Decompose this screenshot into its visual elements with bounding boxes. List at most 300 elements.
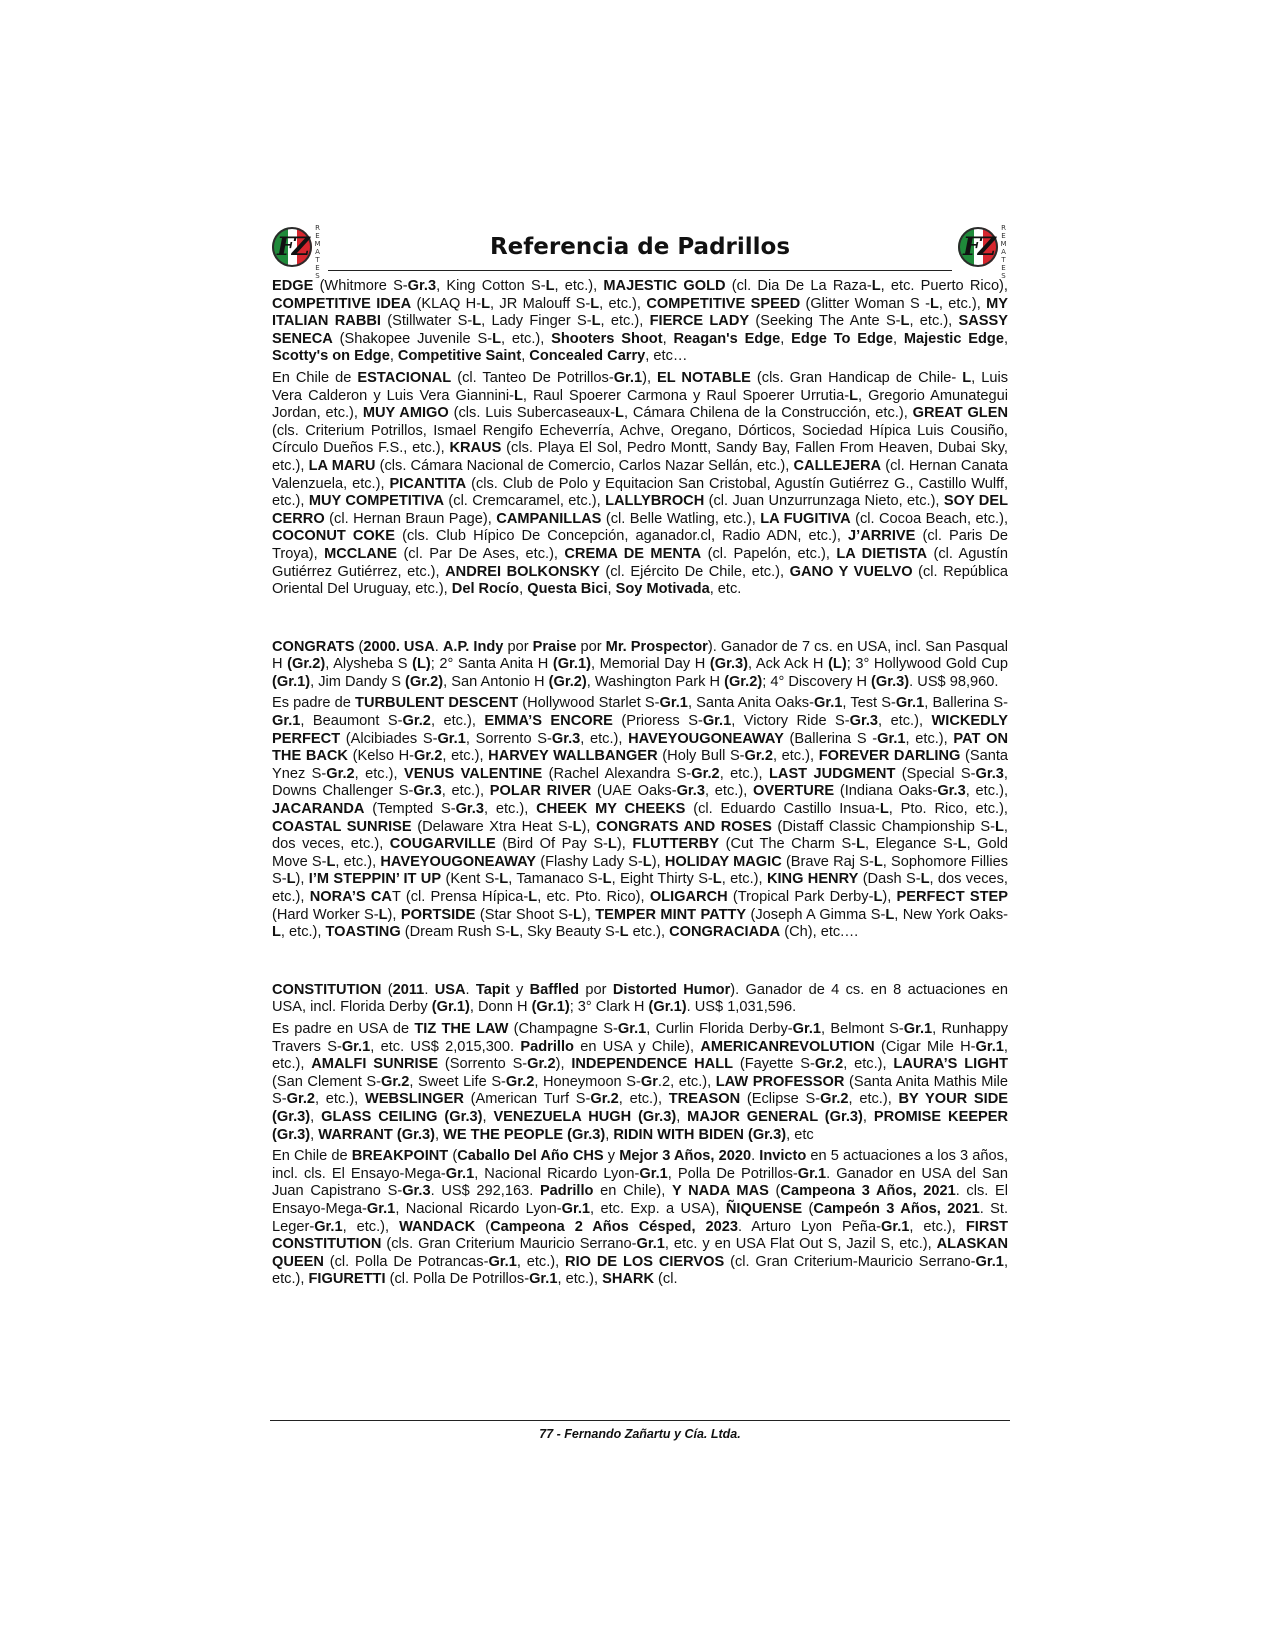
bold-text: Gr.1 [445,1165,475,1182]
text-run: , [1003,330,1009,347]
bold-text: TREASON [668,1091,741,1108]
text-run: , etc.), [483,801,537,818]
text-run: (cl. Polla De Potrancas- [323,1253,489,1270]
text-run: , etc.), [442,748,489,765]
text-run: , etc. y en USA Flat Out S, Jazil S, etc.), [664,1236,937,1253]
text-run: , Honeymoon S- [534,1073,641,1090]
bold-text: WEBSLINGER [364,1091,464,1108]
text-run: ( [768,1183,781,1200]
text-run: (cl. República Oriental Del Uruguay, etc.), [272,563,1009,598]
text-run: (Ballerina S - [783,730,878,747]
text-run: , etc.), [704,783,754,800]
bold-text: Gr.2 [414,748,443,765]
bold-text: L [929,295,939,312]
bold-text: Gr.1 [702,713,732,730]
bold-text: TURBULENT DESCENT [355,695,519,712]
bold-text: L [615,405,624,422]
bold-text: PROMISE KEEPER (Gr.3) [272,1108,1009,1143]
text-run: (cl. Ejército De Chile, etc.), [599,563,790,580]
page-footer [270,1420,1010,1441]
bold-text: PICANTITA [389,475,467,492]
bold-text: L [873,889,883,905]
text-run: . Arturo Lyon Peña- [737,1218,881,1235]
paragraph [272,695,1008,941]
text-run: . St. Leger- [272,1200,1009,1235]
text-run: (Glitter Woman S - [800,295,930,312]
paragraph [272,982,1008,1017]
bold-text: Praise [532,638,577,655]
page-title: Referencia de Padrillos [489,234,791,260]
text-run: , Polla De Potrillos- [667,1165,798,1182]
bold-text: Gr.2 [286,1091,315,1108]
text-run: (cl. Paris De Troya), [272,528,1008,562]
bold-text: FLUTTERBY [632,836,720,853]
bold-text: L [957,836,967,853]
sire-references-body [272,278,1008,1289]
text-run: , Gregorio Amunategui Jordan, etc.), [272,387,1008,422]
bold-text: L [602,871,612,888]
text-run: (cls. Gran Criterium Mauricio Serrano- [381,1236,637,1253]
text-run: , [607,581,616,598]
bold-text: Scotty's on Edge [272,348,390,365]
bold-text: COMPETITIVE SPEED [646,295,801,312]
text-run: ). Ganador de 7 cs. en USA, incl. San Pasqual H [272,638,1008,673]
bold-text: (Gr.1) [531,999,570,1016]
text-run: , etc.), [909,1218,966,1235]
bold-text: Gr.1 [488,1253,517,1270]
bold-text: L [849,387,858,404]
bold-text: Mr. Prospector [605,638,708,655]
bold-text: Gr.3 [402,1183,431,1200]
bold-text: Caballo Del Año CHS [457,1148,604,1165]
text-run: , Sky Beauty S- [519,924,620,941]
bold-text: L [481,295,491,312]
text-run: , etc.), [848,1091,899,1108]
bold-text: (Gr.3) [709,656,749,673]
text-run: , [310,1108,322,1125]
bold-text: L [900,313,910,330]
bold-text: SOY DEL CERRO [272,493,1008,527]
text-run: (Star Shoot S- [475,906,573,923]
bold-text: LAW PROFESSOR [715,1073,845,1090]
bold-text: (Gr.2) [287,656,326,673]
bold-text: CREMA DE MENTA [564,545,702,562]
text-run: , [434,1126,444,1143]
text-run: ( [354,638,364,655]
text-run: , [892,330,904,347]
bold-text: Gr.1 [437,730,466,747]
bold-text: PERFECT STEP [896,889,1009,905]
bold-text: Gr.3 [551,730,581,747]
bold-text: CONGRATS AND ROSES [596,818,772,835]
text-run: , Belmont S- [821,1020,904,1037]
text-run: , Ack Ack H [748,656,829,673]
text-run: , San Antonio H [443,673,549,690]
bold-text: Gr.2 [527,1056,556,1073]
text-run: (cl. [653,1271,678,1288]
bold-text: L [510,924,520,941]
text-run: , Memorial Day H [590,656,710,673]
text-run: (Rachel Alexandra S- [542,765,692,782]
bold-text: Gr.3 [455,801,484,818]
bold-text: L [879,801,889,818]
bold-text: L [499,871,509,888]
paragraph [272,1021,1008,1144]
bold-text: (Gr.1) [272,673,311,690]
bold-text: L [326,853,336,870]
text-run: ; 4° Discovery H [762,673,872,690]
text-run: (Distaff Classic Championship S- [771,818,995,835]
text-run: , Raul Spoerer Carmona y Raul Spoerer Urrutia- [522,387,850,404]
bold-text: PAT ON THE BACK [272,730,1008,765]
bold-text: HAVEYOUGONEAWAY [628,730,784,747]
bold-text: L [591,313,601,330]
remates-logo-right [958,224,1008,280]
bold-text: ANDREI BOLKONSKY [445,563,600,580]
bold-text: I’M STEPPIN’ IT UP [308,871,442,888]
text-run: (Joseph A Gimma S- [746,906,886,923]
bold-text: Concealed Carry [529,348,646,365]
text-run: , etc.), [965,783,1008,800]
bold-text: Padrillo [539,1183,594,1200]
bold-text: BREAKPOINT [351,1148,449,1165]
bold-text: L [873,853,883,870]
text-run: , etc.), [516,1253,566,1270]
bold-text: Competitive Saint [397,348,522,365]
paragraph [272,370,1008,599]
bold-text: L [871,278,881,294]
bold-text: CONSTITUTION [272,981,382,998]
bold-text: MUY COMPETITIVA [308,493,445,510]
text-run: , etc.), [430,713,485,730]
bold-text: WANDACK [399,1218,476,1235]
text-run: (cl. Hernan Braun Page), [324,510,497,527]
text-run: . [465,981,476,998]
bold-text: L [590,295,600,312]
text-run: En Chile de [272,369,358,386]
text-run: (Prioress S- [612,713,703,730]
text-run: (Stillwater S- [380,313,473,330]
text-run: , etc.), [280,924,326,941]
text-run: (Cut The Charm S- [719,836,857,853]
bold-text: (Gr.2) [724,673,763,690]
bold-text: Gr.1 [880,1218,910,1235]
bold-text: NORA’S CA [309,889,392,905]
text-run: , etc.), [599,295,647,312]
footer-rule [270,1420,1010,1421]
text-run: .2, etc.), [657,1073,716,1090]
text-run: , etc.), [721,871,767,888]
text-run: , etc.), [938,295,987,312]
bold-text: ÑIQUENSE [725,1200,803,1217]
text-run: , etc.), [878,713,932,730]
bold-text: L [856,836,866,853]
bold-text: L [286,871,296,888]
bold-text: Gr.1 [561,1200,591,1217]
page-header [272,222,1008,278]
bold-text: WE THE PEOPLE (Gr.3) [443,1126,606,1143]
bold-text: Padrillo [520,1038,574,1055]
bold-text: Gr.1 [617,1020,647,1037]
bold-text: MCCLANE [324,545,398,562]
bold-text: Gr.1 [792,1020,822,1037]
text-run: (cls. Club de Polo y Equitacion San Cristobal, Agustín Gutiérrez G., Castillo Wulff, etc.), [272,475,1008,510]
bold-text: Campeona 3 Años, 2021 [780,1183,956,1200]
footer-text: 77 - Fernando Zañartu y Cía. Ltda. [539,1427,741,1441]
text-run: (Special S- [895,765,976,782]
bold-text: L [272,924,281,941]
text-run: , Cámara Chilena de la Construcción, etc.), [623,405,913,422]
text-run: , [862,1108,874,1125]
text-run: (cl. Hernan Canata Valenzuela, etc.), [272,457,1008,492]
bold-text: ESTACIONAL [357,369,452,386]
text-run: (Shakopee Juvenile S- [332,330,493,347]
text-run: (Indiana Oaks- [834,783,938,800]
text-run: , [521,348,530,365]
bold-text: FOREVER DARLING [818,748,961,765]
bold-text: L [378,906,388,923]
text-run: , etc. US$ 2,015,300. [370,1038,521,1055]
bold-text: Gr.1 [659,695,688,712]
text-run: (UAE Oaks- [591,783,677,800]
bold-text: Gr.1 [636,1236,665,1253]
text-run: , Jim Dandy S [310,673,406,690]
text-run: (cls. Luis Subercaseaux- [448,405,616,422]
text-run: (Cigar Mile H- [874,1038,976,1055]
text-run: ; 3° Hollywood Gold Cup [846,656,1009,673]
text-run: (cls. Cámara Nacional de Comercio, Carlos Nazar Sellán, etc.), [375,457,794,474]
bold-text: CONGRACIADA [669,924,781,941]
text-run: , Victory Ride S- [731,713,850,730]
bold-text: L [492,330,501,347]
text-run: , Washington Park H [586,673,725,690]
bold-text: EL NOTABLE [657,369,751,386]
bold-text: L [528,889,538,905]
bold-text: 2011 [392,981,425,998]
bold-text: Baffled [529,981,580,998]
text-run: , [310,1126,319,1143]
bold-text: Gr.3 [407,278,437,294]
text-run: , Nacional Ricardo Lyon- [474,1165,640,1182]
bold-text: USA [434,981,466,998]
bold-text: HAVEYOUGONEAWAY [380,853,537,870]
bold-text: TIZ THE LAW [414,1020,509,1037]
text-run: por [579,981,613,998]
text-run: en USA y Chile), [573,1038,701,1055]
text-run: , Sorrento S- [465,730,552,747]
text-run: ), [581,906,596,923]
bold-text: Gr.3 [975,765,1004,782]
bold-text: Campeón 3 Años, 2021 [813,1200,980,1217]
text-run: (Fayette S- [733,1056,815,1073]
bold-text: L [513,387,523,404]
bold-text: Shooters Shoot [551,330,663,347]
bold-text: Gr.3 [849,713,879,730]
bold-text: Gr.2 [402,713,431,730]
text-run: (Brave Raj S- [781,853,874,870]
text-run: (cl. Dia De La Raza- [725,278,872,294]
paragraph [272,1148,1008,1289]
text-run: (Sorrento S- [438,1056,528,1073]
text-run: , etc.), [905,730,954,747]
bold-text: Edge To Edge [791,330,893,347]
text-run: , Gold Move S- [272,836,1008,870]
text-run: (Hard Worker S- [272,906,379,923]
bold-text: Gr.1 [813,695,843,712]
bold-text: OVERTURE [753,783,835,800]
text-run: Es padre de [272,695,356,712]
text-run: (Eclipse S- [740,1091,821,1108]
bold-text: PORTSIDE [400,906,476,923]
text-run: Es padre en USA de [272,1020,415,1037]
bold-text: LALLYBROCH [605,493,705,510]
bold-text: Gr.1 [366,1200,396,1217]
bold-text: VENEZUELA HUGH (Gr.3) [493,1108,677,1125]
bold-text: TOASTING [325,924,401,941]
bold-text: COMPETITIVE IDEA [272,295,412,312]
text-run: , [482,1108,494,1125]
bold-text: L [572,906,582,923]
text-run: , Eight Thirty S- [611,871,713,888]
text-run: , Ballerina S- [924,695,1008,712]
text-run: . US$ 292,163. [430,1183,540,1200]
text-run: (cl. Gran Criterium-Mauricio Serrano- [724,1253,976,1270]
text-run: , Test S- [842,695,896,712]
bold-text: Campeona 2 Años Césped, 2023 [490,1218,738,1235]
text-run: , etc.), [272,1253,1008,1288]
text-run: , etc. Pto. Rico), [537,889,650,905]
bold-text: BY YOUR SIDE (Gr.3) [272,1091,1008,1125]
text-run: (cl. Juan Unzurrunzaga Nieto, etc.), [704,493,944,510]
bold-text: MUY AMIGO [362,405,449,422]
text-run: , etc. [709,581,742,598]
bold-text: (L) [828,656,847,673]
paragraph [272,278,1008,366]
text-run: , Lady Finger S- [481,313,592,330]
text-run: ). Ganador de 4 cs. en 8 actuaciones en USA, incl. Florida Derby [272,981,1009,1016]
logo-side-label: R E M A T E S [1000,224,1007,280]
text-run: , Nacional Ricardo Lyon- [395,1200,562,1217]
text-run: , etc.), [554,278,604,294]
text-run: ), [387,906,401,923]
text-run: , Pto. Rico, etc.), [888,801,1008,818]
text-run: ; 2° Santa Anita H [430,656,553,673]
text-run: . [434,638,443,655]
text-run: (Ch), etc.… [780,924,859,941]
text-run: (cls. Playa El Sol, Pedro Montt, Sandy Bay, Fallen From Heaven, Dubai Sky, etc.), [272,440,1008,474]
text-run: (Whitmore S- [313,278,408,294]
bold-text: Gr.3 [413,783,442,800]
text-run: (American Turf S- [463,1091,591,1108]
bold-text: GLASS CEILING (Gr.3) [321,1108,483,1125]
text-run: , New York Oaks- [894,906,1008,923]
bold-text: TEMPER MINT PATTY [595,906,747,923]
text-run: , etc.), [342,1218,400,1235]
bold-text: Gr.1 [613,369,643,386]
text-run: , Tamanaco S- [508,871,603,888]
bold-text: CHEEK MY CHEEKS [536,801,686,818]
text-run: (Dash S- [858,871,921,888]
text-run: (Kent S- [441,871,500,888]
bold-text: Gr.2 [326,765,355,782]
bold-text: EMMA’S ENCORE [484,713,613,730]
bold-text: HARVEY WALLBANGER [488,748,658,765]
text-run: , Santa Anita Oaks- [687,695,814,712]
bold-text: L [472,313,482,330]
text-run: ), [616,836,633,853]
text-run: (cl. Par De Ases, etc.), [397,545,565,562]
bold-text: Gr.1 [903,1020,933,1037]
text-run: , etc.), [618,1091,669,1108]
logo-emblem-icon: FZ [272,227,312,267]
text-run: (KLAQ H- [411,295,482,312]
bold-text: Invicto [759,1148,807,1165]
bold-text: LA DIETISTA [836,545,928,562]
text-run: En Chile de [272,1148,352,1165]
page [272,222,1008,1293]
text-run: (Alcibiades S- [340,730,438,747]
text-run: , [389,348,398,365]
text-run: , etc.), [719,765,769,782]
bold-text: (Gr.1) [431,999,470,1016]
text-run: . Ganador en USA del San Juan Capistrano S- [272,1165,1009,1200]
bold-text: Gr.2 [814,1056,844,1073]
text-run: (Santa Anita Mathis Mile S- [272,1073,1009,1108]
text-run: ), [882,889,897,905]
bold-text: KRAUS [449,440,502,457]
text-run: , etc.), [600,313,650,330]
text-run: (Champagne S- [508,1020,618,1037]
text-run: , [605,1126,614,1143]
bold-text: L [920,871,930,888]
text-run: (cl. Cocoa Beach, etc.), [850,510,1008,527]
text-run: (Tempted S- [364,801,456,818]
bold-text: COASTAL SUNRISE [272,818,412,835]
bold-text: Majestic Edge [903,330,1004,347]
bold-text: (L) [412,656,431,673]
text-run: . US$ 1,031,596. [686,999,797,1016]
text-run: (San Clement S- [272,1073,381,1090]
header-rule [328,270,952,271]
text-run: (cl. Papelón, etc.), [701,545,837,562]
bold-text: LAURA’S LIGHT [893,1056,1009,1073]
text-run: ( [448,1148,458,1165]
bold-text: Gr.1 [975,1253,1004,1270]
text-run: ), [651,853,665,870]
text-run: (Holy Bull S- [657,748,745,765]
text-run: , etc.), [500,330,552,347]
text-run: (cl. Agustín Gutiérrez Gutiérrez, etc.), [272,545,1008,580]
bold-text: (Gr.2) [548,673,587,690]
text-run: ), [642,369,658,386]
text-run: , etc [786,1126,814,1143]
bold-text: Gr.2 [820,1091,849,1108]
text-run: , etc.), [772,748,819,765]
bold-text: Reagan's Edge [673,330,781,347]
text-run: (cls. Criterium Potrillos, Ismael Rengifo Echeverría, Achve, Oregano, Dórticos, Sociedad Hípica Luis Cousiño, Círculo Dueños F.S., etc.), [272,422,1008,457]
bold-text: Gr.2 [590,1091,619,1108]
bold-text: AMALFI SUNRISE [311,1056,439,1073]
bold-text: FIERCE LADY [649,313,750,330]
bold-text: OLIGARCH [649,889,728,905]
bold-text: (Gr.2) [405,673,444,690]
bold-text: Gr.2 [380,1073,410,1090]
bold-text: HOLIDAY MAGIC [664,853,782,870]
text-run: ; 3° Clark H [569,999,649,1016]
bold-text: L [642,853,652,870]
text-run: , Downs Challenger S- [272,765,1008,800]
text-run: , etc.), [909,313,959,330]
